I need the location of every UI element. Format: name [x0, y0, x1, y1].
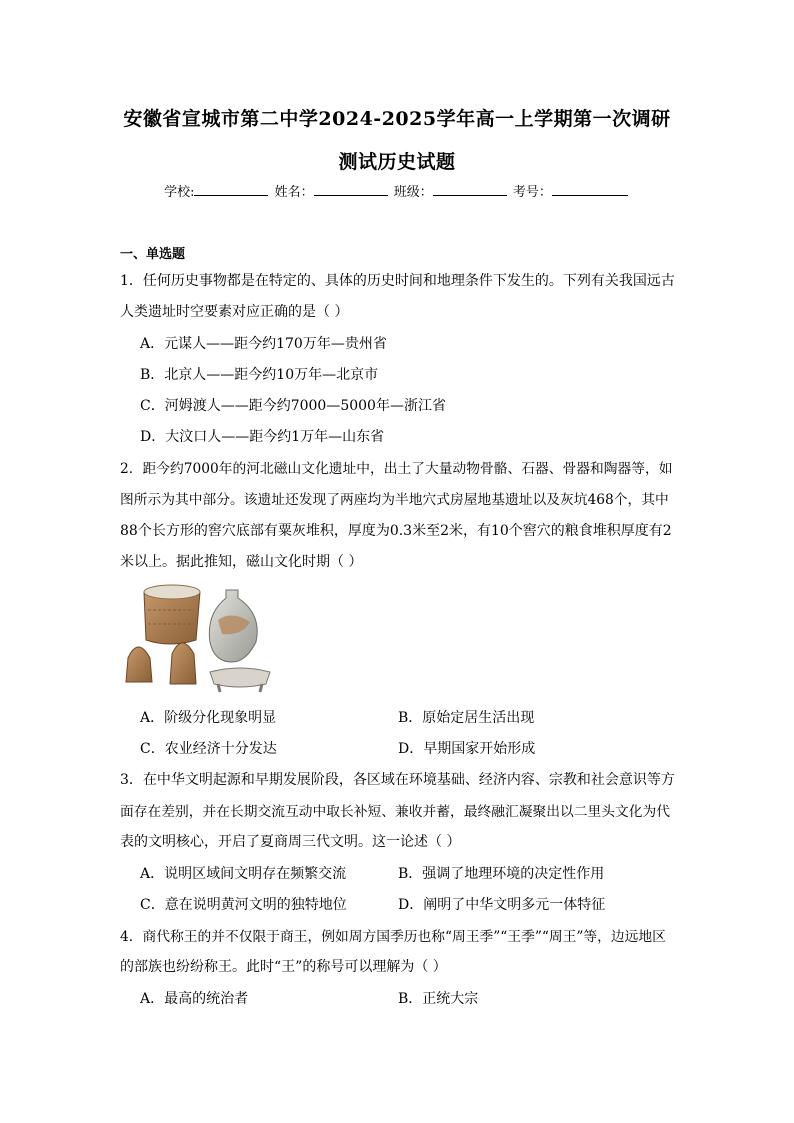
- cishan-pottery-figure: [122, 580, 278, 696]
- question-2-line-4: 米以上。据此推知，磁山文化时期（ ）: [120, 554, 363, 570]
- question-4-line-1: 4．商代称王的并不仅限于商王，例如周方国季历也称“周王季”“王季”“周王”等，边远地区: [120, 929, 666, 945]
- section-heading: 一、单选题: [120, 247, 186, 262]
- question-1-line-2: 人类遗址时空要素对应正确的是（ ）: [120, 304, 349, 320]
- q3-option-a[interactable]: A．说明区域间文明存在频繁交流: [140, 866, 347, 882]
- number-blank[interactable]: [552, 182, 628, 196]
- q1-option-d[interactable]: D．大汶口人——距今约1万年—山东省: [140, 429, 385, 445]
- class-label: 班级：: [393, 185, 433, 200]
- student-info-row: [0, 181, 794, 200]
- exam-title-line2: 测试历史试题: [338, 151, 456, 173]
- name-label: 姓名：: [274, 185, 314, 200]
- q1-option-a[interactable]: A．元谋人——距今约170万年—贵州省: [140, 336, 387, 352]
- question-3-line-3: 表的文明核心，开启了夏商周三代文明。这一论述（ ）: [120, 834, 461, 850]
- question-3-line-2: 面存在差别，并在长期交流互动中取长补短、兼收并蓄，最终融汇凝聚出以二里头文化为代: [120, 804, 671, 820]
- q2-option-d[interactable]: D．早期国家开始形成: [398, 741, 536, 757]
- q4-option-b[interactable]: B．正统大宗: [398, 991, 479, 1007]
- q3-option-d[interactable]: D．阐明了中华文明多元一体特征: [398, 897, 606, 913]
- question-2-line-3: 88个长方形的窖穴底部有粟灰堆积，厚度为0.3米至2米，有10个窖穴的粮食堆积厚度有2: [120, 523, 672, 539]
- question-2-line-2: 图所示为其中部分。该遗址还发现了两座均为半地穴式房屋地基遗址以及灰坑468个，其中: [120, 492, 669, 508]
- q2-option-a[interactable]: A．阶级分化现象明显: [140, 710, 277, 726]
- question-2-line-1: 2．距今约7000年的河北磁山文化遗址中，出土了大量动物骨骼、石器、骨器和陶器等，如: [120, 461, 673, 477]
- school-label: 学校:: [164, 185, 195, 200]
- question-3-line-1: 3．在中华文明起源和早期发展阶段，各区域在环境基础、经济内容、宗教和社会意识等方: [120, 772, 675, 788]
- number-label: 考号：: [512, 185, 552, 200]
- name-blank[interactable]: [314, 182, 388, 196]
- school-blank[interactable]: [194, 182, 268, 196]
- q3-option-c[interactable]: C．意在说明黄河文明的独特地位: [140, 897, 347, 913]
- q3-option-b[interactable]: B．强调了地理环境的决定性作用: [398, 866, 605, 882]
- q2-option-c[interactable]: C．农业经济十分发达: [140, 741, 277, 757]
- q1-option-c[interactable]: C．河姆渡人——距今约7000—5000年—浙江省: [140, 398, 446, 414]
- q1-option-b[interactable]: B．北京人——距今约10万年—北京市: [140, 367, 379, 383]
- q4-option-a[interactable]: A．最高的统治者: [140, 991, 249, 1007]
- question-1-line-1: 1．任何历史事物都是在特定的、具体的历史时间和地理条件下发生的。下列有关我国远古: [120, 273, 675, 289]
- question-4-line-2: 的部族也纷纷称王。此时“王”的称号可以理解为（ ）: [120, 959, 447, 975]
- class-blank[interactable]: [433, 182, 507, 196]
- q2-option-b[interactable]: B．原始定居生活出现: [398, 710, 535, 726]
- exam-title-line1: 安徽省宣城市第二中学2024-2025学年高一上学期第一次调研: [123, 108, 671, 130]
